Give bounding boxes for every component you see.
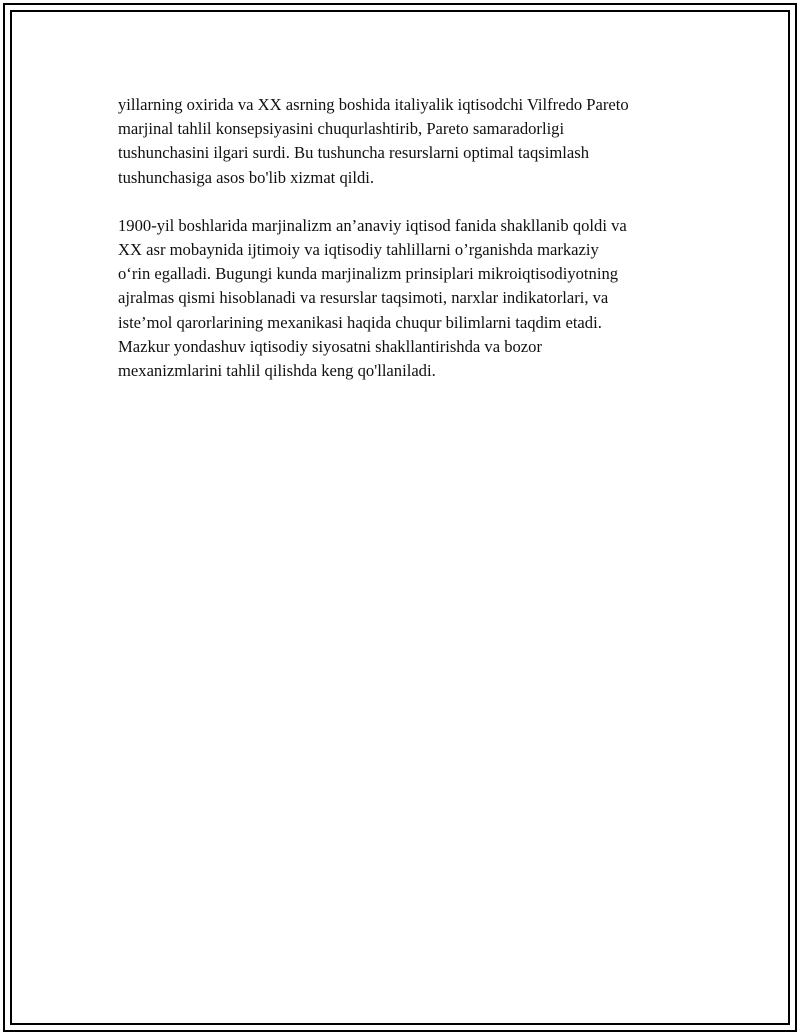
text-line: tushunchasini ilgari surdi. Bu tushuncha resurslarni optimal taqsimlash — [118, 143, 590, 163]
text-line: iste’mol qarorlarining mexanikasi haqida chuqur bilimlarni taqdim etadi. — [118, 312, 602, 332]
text-line: tushunchasiga asos bo'lib xizmat qildi. — [118, 167, 375, 187]
text-line: XX asr mobaynida ijtimoiy va iqtisodiy tahlillarni o’rganishda markaziy — [118, 240, 599, 260]
text-line: yillarning oxirida va XX asrning boshida italiyalik iqtisodchi Vilfredo Pareto — [118, 95, 629, 114]
text-line: mexanizmlarini tahlil qilishda keng qo'llaniladi. — [118, 361, 436, 381]
text-line: o‘rin egalladi. Bugungi kunda marjinalizm prinsiplari mikroiqtisodiyotning — [118, 264, 619, 284]
paragraph-pareto — [118, 93, 698, 190]
text-line: Mazkur yondashuv iqtisodiy siyosatni shakllantirishda va bozor — [118, 336, 542, 356]
text-line: 1900-yil boshlarida marjinalizm an’anaviy iqtisod fanida shakllanib qoldi va — [118, 215, 627, 235]
paragraph-marginalism — [118, 214, 698, 383]
document-body — [118, 93, 698, 383]
text-line: ajralmas qismi hisoblanadi va resurslar taqsimoti, narxlar indikatorlari, va — [118, 288, 609, 308]
text-line: marjinal tahlil konsepsiyasini chuqurlashtirib, Pareto samaradorligi — [118, 119, 565, 139]
